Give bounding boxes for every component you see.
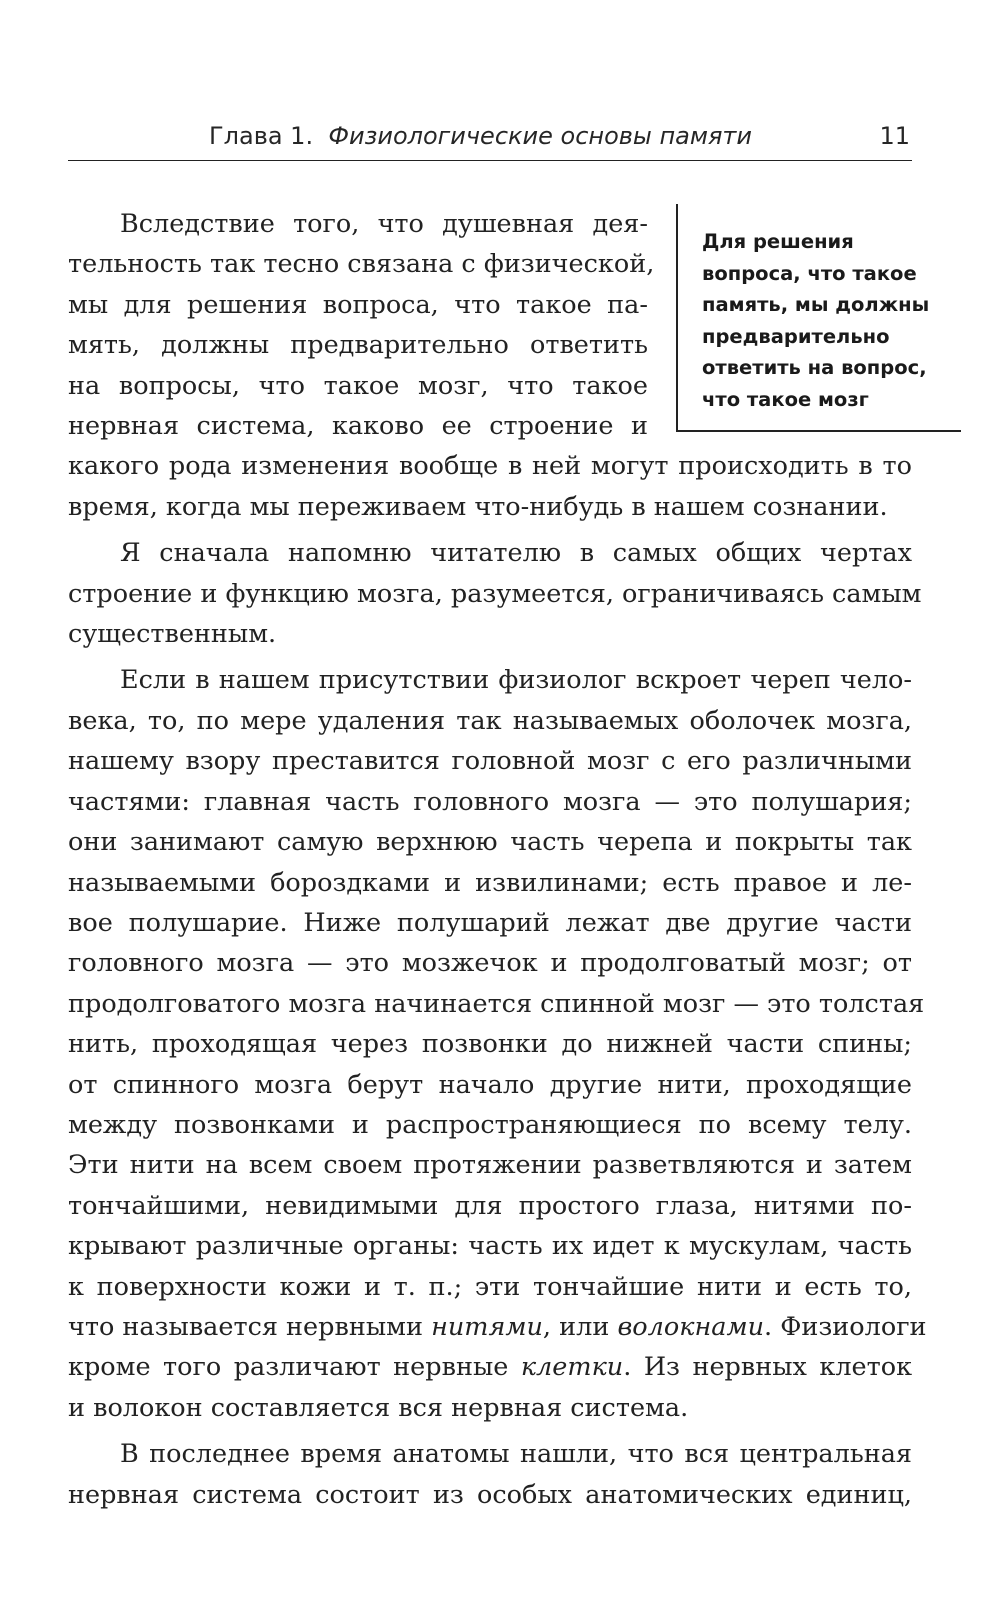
text-line: существенным.: [68, 619, 277, 650]
margin-note-line: Для решения: [702, 230, 854, 253]
chapter-label: Глава 1.: [209, 122, 314, 150]
italic-term: клетки: [520, 1352, 624, 1383]
text-line: они занимают самую верхнюю часть черепа и покрыты так: [68, 827, 912, 858]
chapter-title: Физиологические основы памяти: [328, 122, 752, 150]
text-line: называемыми бороздками и извилинами; есть правое и ле-: [68, 867, 912, 898]
text-line: нить, проходящая через позвонки до нижней части спины;: [68, 1029, 912, 1060]
text-line: продолговатого мозга начинается спинной мозг — это толстая: [68, 988, 925, 1019]
italic-term: нитями: [431, 1311, 543, 1342]
text-line: между позвонками и распространяющиеся по всему телу.: [68, 1109, 912, 1140]
paragraph-4: [68, 1434, 912, 1515]
margin-note-line: предварительно: [702, 324, 890, 348]
paragraph-1: [68, 204, 912, 527]
body-text: [68, 204, 927, 1521]
text-run: , или: [542, 1311, 618, 1342]
text-line: вое полушарие. Ниже полушарий лежат две другие части: [68, 907, 912, 938]
text-line: нервная система состоит из особых анатомических единиц,: [68, 1479, 912, 1510]
chapter-heading: [209, 122, 752, 150]
text-line: В последнее время анатомы нашли, что вся центральная: [120, 1439, 912, 1470]
text-line: время, когда мы переживаем что-нибудь в нашем сознании.: [68, 491, 888, 522]
margin-note-line: что такое мозг: [702, 387, 869, 411]
text-line: к поверхности кожи и т. п.; эти тончайшие нити и есть то,: [68, 1271, 912, 1302]
text-line: Эти нити на всем своем протяжении разветвляются и затем: [68, 1150, 912, 1181]
text-line: строение и функцию мозга, разумеется, ограничиваясь самым: [68, 578, 922, 609]
text-line: от спинного мозга берут начало другие нити, проходящие: [68, 1069, 912, 1100]
text-line: головного мозга — это мозжечок и продолговатый мозг; от: [68, 948, 912, 979]
paragraph-2: [68, 533, 922, 654]
italic-term: волокнами: [617, 1311, 765, 1342]
text-run: . Физиологи: [764, 1311, 927, 1342]
text-line: нашему взору преставится головной мозг с его различными: [68, 746, 912, 777]
text-line: на вопросы, что такое мозг, что такое: [68, 370, 648, 401]
text-line: Если в нашем присутствии физиолог вскроет череп чело-: [120, 665, 912, 696]
text-line: Вследствие того, что душевная дея-: [120, 209, 648, 239]
margin-note-line: ответить на вопрос,: [702, 356, 927, 379]
text-line: мы для решения вопроса, что такое па-: [68, 289, 648, 320]
page-number: 11: [879, 122, 910, 150]
text-line: нервная система, каково ее строение и: [68, 411, 648, 442]
text-run: что называется нервными: [68, 1311, 432, 1342]
text-line: крывают различные органы: часть их идет к мускулам, часть: [68, 1231, 912, 1262]
paragraph-3: [68, 660, 927, 1428]
text-line: века, то, по мере удаления так называемых оболочек мозга,: [68, 705, 912, 736]
text-line: Я сначала напомню читателю в самых общих чертах: [120, 538, 912, 569]
text-run: кроме того различают нервные: [68, 1352, 521, 1383]
text-line: частями: главная часть головного мозга — это полушария;: [68, 786, 912, 817]
text-line: [68, 1347, 912, 1387]
text-line: тончайшими, невидимыми для простого глаза, нитями по-: [68, 1190, 912, 1221]
text-line: мять, должны предварительно ответить: [68, 330, 648, 361]
margin-note-line: вопроса, что такое: [702, 261, 917, 285]
running-head: [68, 112, 912, 161]
text-line: [68, 1307, 927, 1347]
text-line: какого рода изменения вообще в ней могут происходить в то: [68, 451, 912, 482]
text-line: и волокон составляется вся нервная система.: [68, 1392, 689, 1423]
text-run: . Из нервных клеток: [623, 1352, 913, 1383]
text-line: тельность так тесно связана с физической,: [68, 249, 655, 280]
margin-note-line: память, мы должны: [702, 293, 930, 316]
